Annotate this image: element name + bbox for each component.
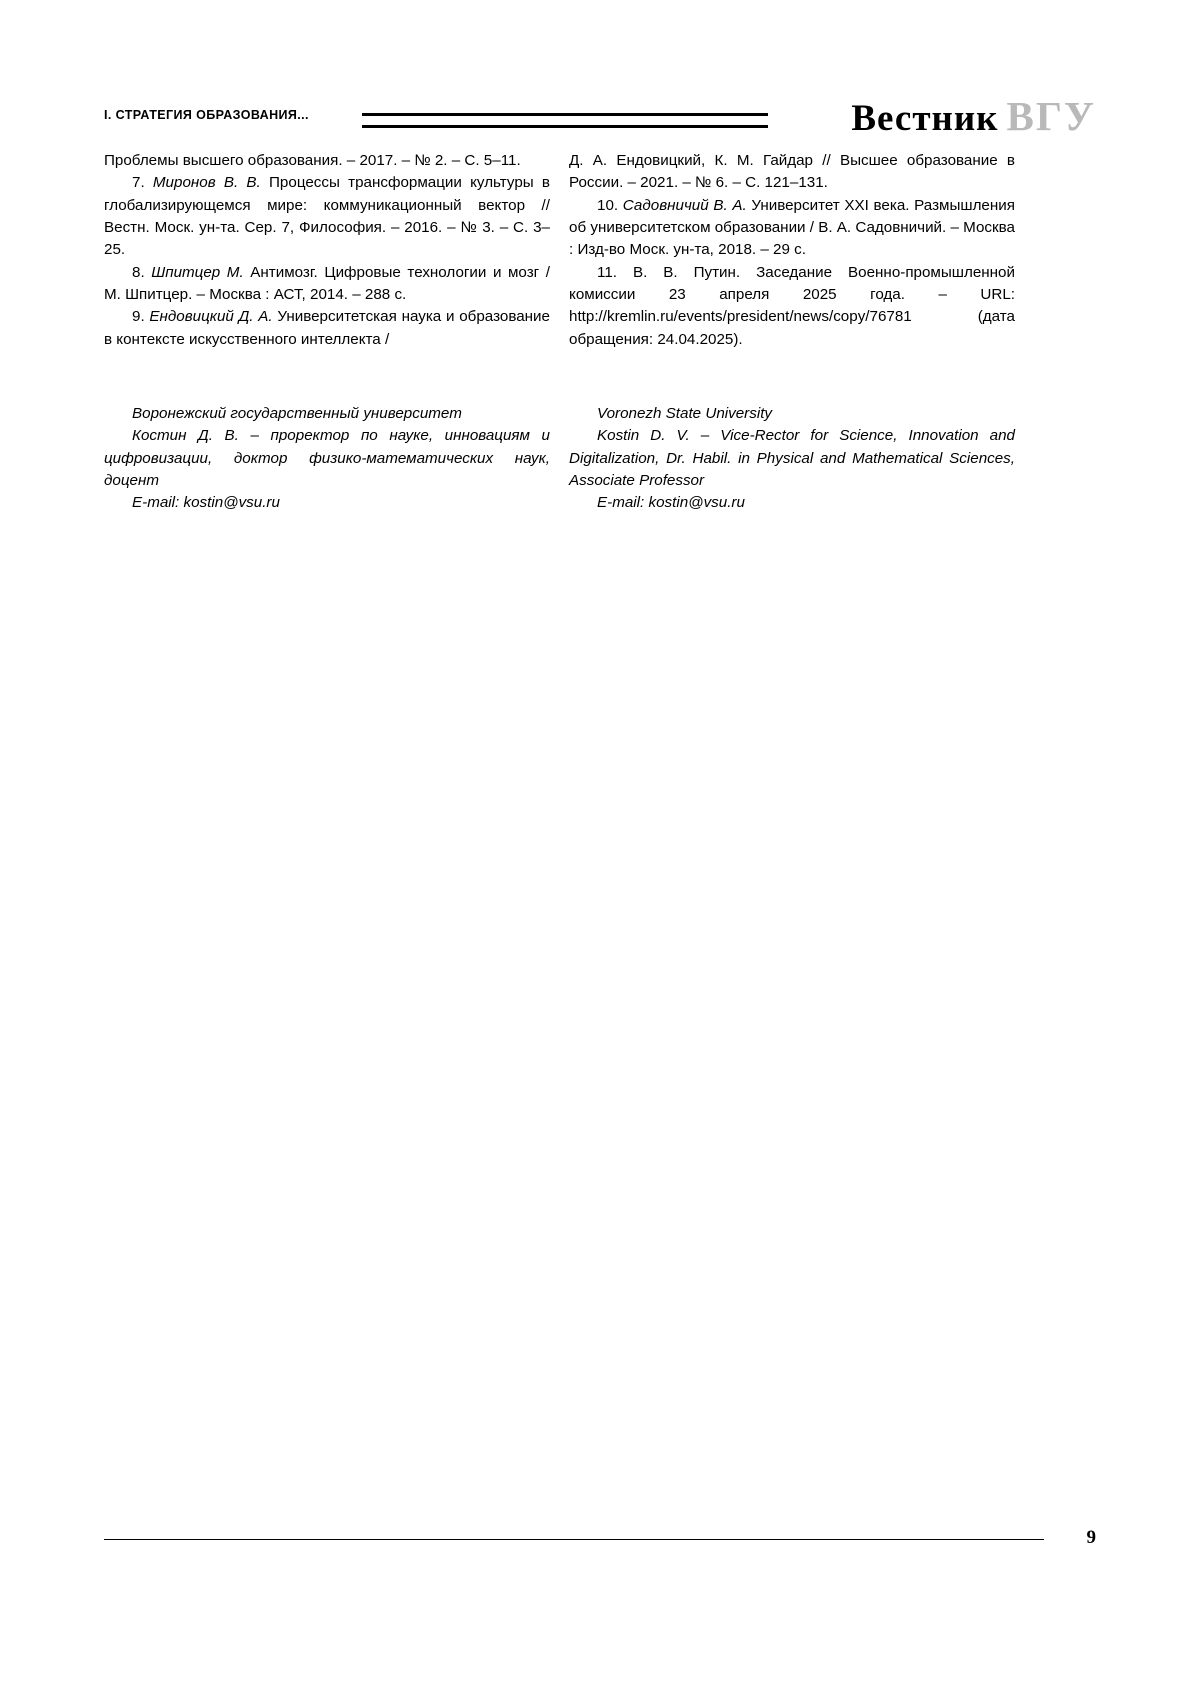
reference-number: 11.	[597, 263, 617, 281]
reference-text: Университетская наука и образование в контексте искусственного интеллекта /	[104, 308, 550, 348]
reference-number: 8.	[132, 263, 145, 281]
brand-main-text: Вестник	[851, 98, 999, 139]
affiliation-organization: Воронежский государственный университет	[132, 405, 462, 423]
reference-author: Шпитцер М.	[151, 263, 244, 281]
page-number: 9	[1086, 1527, 1096, 1548]
reference-text: Антимозг. Цифровые технологии и мозг / М. Шпитцер. – Москва : АСТ, 2014. – 288 с.	[104, 263, 550, 304]
affiliation-block-ru	[104, 403, 550, 515]
reference-text: В. В. Путин. Заседание Военно-промышленной комиссии 23 апреля 2025 года. – URL: http://kremlin.ru/events/president/news/copy/76781 (дата обращения: 24.04.2025).	[569, 263, 1015, 348]
reference-text: Университет XXI века. Размышления об университетском образовании / В. А. Садовничий. – Москва : Изд-во Моск. ун-та, 2018. – 29 с.	[569, 196, 1015, 259]
reference-item	[104, 306, 550, 351]
right-column	[569, 150, 1015, 515]
paragraph-continuation: Проблемы высшего образования. – 2017. – № 2. – С. 5–11.	[104, 152, 521, 169]
affiliation-block-en	[569, 403, 1015, 515]
reference-item	[104, 172, 550, 261]
journal-brand	[851, 93, 1096, 139]
reference-author: Ендовицкий Д. А.	[149, 308, 273, 326]
header-divider-rule	[362, 113, 768, 128]
reference-author: Миронов В. В.	[152, 174, 261, 192]
left-column	[104, 150, 550, 515]
affiliation-person: Костин Д. В. – проректор по науке, инновациям и цифровизации, доктор физико-математических наук, доцент	[104, 427, 550, 490]
reference-item	[569, 195, 1015, 262]
reference-number: 10.	[597, 196, 619, 214]
affiliation-organization: Voronezh State University	[597, 405, 773, 423]
reference-item	[104, 262, 550, 307]
affiliation-email[interactable]: E-mail: kostin@vsu.ru	[132, 494, 280, 512]
footer-divider-rule	[104, 1539, 1044, 1540]
reference-number: 7.	[132, 174, 145, 192]
affiliation-email[interactable]: E-mail: kostin@vsu.ru	[597, 494, 745, 512]
reference-text: Процессы трансформации культуры в глобализирующемся мире: коммуникационный вектор // Вестн. Моск. ун-та. Сер. 7, Философия. – 2016. – № 3. – С. 3–25.	[104, 174, 550, 259]
page-header	[104, 93, 1096, 142]
paragraph-continuation: Д. А. Ендовицкий, К. М. Гайдар // Высшее образование в России. – 2021. – № 6. – С. 121–131.	[569, 152, 1015, 192]
brand-sub-text: ВГУ	[1006, 93, 1096, 139]
affiliation-person: Kostin D. V. – Vice-Rector for Science, Innovation and Digitalization, Dr. Habil. in Physical and Mathematical Sciences, Associate Professor	[569, 427, 1015, 490]
reference-number: 9.	[132, 308, 145, 326]
section-label: I. СТРАТЕГИЯ ОБРАЗОВАНИЯ...	[104, 108, 309, 122]
page-footer	[104, 1527, 1096, 1553]
reference-item	[569, 262, 1015, 351]
reference-author: Садовничий В. А.	[622, 196, 747, 214]
